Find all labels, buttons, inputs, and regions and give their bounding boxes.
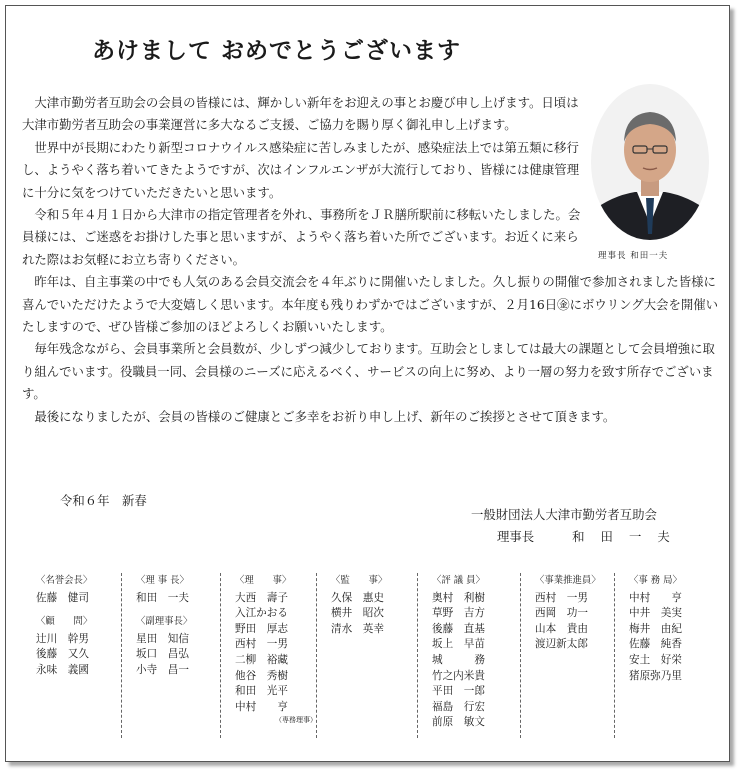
- president-name: 和田一夫: [572, 529, 686, 544]
- roster-heading: 〈理 事〉: [235, 575, 292, 586]
- roster-heading: 〈名誉会長〉: [36, 575, 93, 586]
- roster-name: 猪原弥乃里: [629, 669, 682, 682]
- roster-name: 後藤 又久: [36, 648, 89, 661]
- roster-name: 竹之内米貴: [432, 669, 485, 682]
- roster-name: 横井 昭次: [331, 607, 384, 620]
- roster-column: [24, 573, 92, 738]
- roster-name: 久保 惠史: [331, 591, 384, 604]
- roster-note: （専務理事）: [275, 716, 317, 725]
- roster-name: 後藤 直基: [432, 622, 485, 635]
- roster-name: 辻川 幹男: [36, 632, 89, 645]
- roster-name: 渡辺新太郎: [535, 638, 588, 651]
- roster-name: 他谷 秀樹: [235, 669, 288, 682]
- roster-name: 西村 一男: [535, 591, 588, 604]
- roster-name: 梅井 由紀: [629, 622, 682, 635]
- roster-heading: 〈事 務 局〉: [629, 575, 682, 586]
- roster-name: 永味 義國: [36, 663, 89, 676]
- roster-name: 中井 美実: [629, 607, 682, 620]
- paragraph: 世界中が長期にわたり新型コロナウイルス感染症に苦しみましたが、感染症法上では第五類に移行し、ようやく落ち着いてきたようですが、次はインフルエンザが大流行しており、皆様には健康管理に十分に気をつけていただきたいと思います。: [22, 139, 580, 200]
- officer-roster: [24, 573, 714, 741]
- date-line: 令和６年 新春: [60, 493, 147, 508]
- group-spacer: [36, 606, 92, 614]
- greeting-body: [22, 92, 722, 428]
- roster-name: 佐藤 純香: [629, 638, 682, 651]
- roster-heading: 〈事業推進員〉: [535, 575, 601, 586]
- roster-name: 安土 好栄: [629, 653, 682, 666]
- roster-name: 草野 吉方: [432, 607, 485, 620]
- roster-column: [614, 573, 682, 738]
- roster-heading: 〈評 議 員〉: [432, 575, 485, 586]
- roster-name: 星田 知信: [136, 632, 189, 645]
- roster-name: 入江かおる: [235, 607, 288, 620]
- roster-name: 城 務: [432, 653, 485, 666]
- roster-name: 山本 貴由: [535, 622, 588, 635]
- roster-name: 佐藤 健司: [36, 591, 89, 604]
- roster-column: [121, 573, 192, 738]
- roster-name: 福島 行宏: [432, 700, 485, 713]
- page-title: あけまして おめでとうございます: [92, 37, 462, 64]
- roster-name: 平田 一郎: [432, 685, 485, 698]
- roster-column: [520, 573, 601, 738]
- roster-name: 西岡 功一: [535, 607, 588, 620]
- roster-name: 和田 一夫: [136, 591, 189, 604]
- roster-column: [417, 573, 485, 738]
- roster-name: 西村 一男: [235, 638, 288, 651]
- roster-heading: 〈副理事長〉: [136, 616, 193, 628]
- roster-heading: 〈理 事 長〉: [136, 575, 189, 586]
- roster-name: 前原 敏文: [432, 716, 485, 729]
- roster-heading: 〈監 事〉: [331, 575, 388, 586]
- president-title: 理事長: [497, 529, 535, 544]
- roster-column: [220, 573, 317, 738]
- roster-name: 中村 亨: [629, 591, 682, 604]
- president-line: [497, 527, 686, 545]
- roster-name: 和田 光平: [235, 685, 288, 698]
- paragraph: 最後になりましたが、会員の皆様のご健康とご多幸をお祈り申し上げ、新年のご挨拶とさせて頂きます。: [34, 408, 616, 424]
- roster-name: 清水 英幸: [331, 622, 384, 635]
- roster-name: 中村 亨: [235, 700, 288, 713]
- paragraph: 昨年は、自主事業の中でも人気のある会員交流会を４年ぶりに開催いたしました。久し振りの開催で参加されました皆様に喜んでいただけたようで大変嬉しく思います。本年度も残りわずかではございますが、２月16日㊎にボウリング大会を開催いたしますので、ぜひ皆様ご参加のほどよろしくお願いいたします。: [22, 274, 719, 335]
- roster-column: [316, 573, 387, 738]
- organization-name: 一般財団法人大津市勤労者互助会: [471, 507, 657, 522]
- roster-name: 大西 壽子: [235, 591, 288, 604]
- roster-heading: 〈顧 問〉: [36, 616, 93, 628]
- roster-name: 小寺 昌一: [136, 663, 189, 676]
- paragraph: 毎年残念ながら、会員事業所と会員数が、少しずつ減少しております。互助会としましては最大の課題として会員増強に取り組んでいます。役職員一同、会員様のニーズに応えるべく、サービスの向上に努め、より一層の努力を致す所存でございます。: [22, 341, 715, 402]
- paragraph: 令和５年４月１日から大津市の指定管理者を外れ、事務所をＪＲ膳所駅前に移転いたしました。会員様には、ご迷惑をお掛けした事と思いますが、ようやく落ち着いた所でございます。お近くに来られた際はお気軽にお立ち寄りください。: [22, 207, 581, 267]
- roster-name: 奥村 利樹: [432, 591, 485, 604]
- photo-caption: 理事長 和田一夫: [598, 251, 669, 261]
- group-spacer: [136, 606, 192, 614]
- roster-name: 二柳 裕藏: [235, 653, 288, 666]
- roster-name: 坂口 昌弘: [136, 648, 189, 661]
- roster-name: 野田 厚志: [235, 622, 288, 635]
- paragraph: 大津市勤労者互助会の会員の皆様には、輝かしい新年をお迎えの事とお慶び申し上げます。日頃は大津市勤労者互助会の事業運営に多大なるご支援、ご協力を賜り厚く御礼申し上げます。: [22, 95, 579, 133]
- roster-name: 坂上 早苗: [432, 638, 485, 651]
